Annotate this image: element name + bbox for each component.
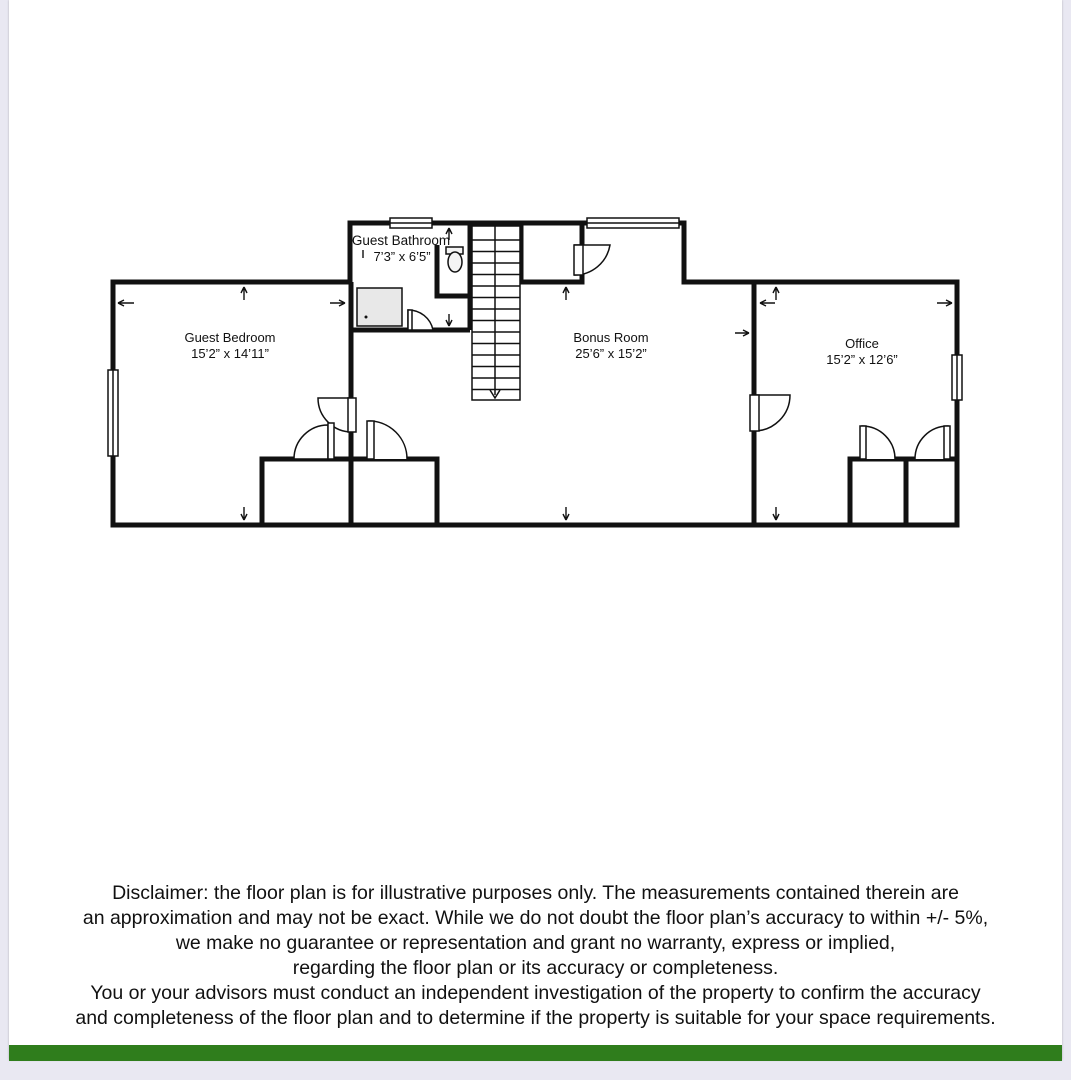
- room-label-guest-bedroom: Guest Bedroom: [184, 330, 276, 345]
- door-office-closet-1: [862, 426, 895, 459]
- room-size-guest-bathroom: 7’3” x 6’5”: [373, 249, 431, 264]
- footer-bar: [9, 1045, 1062, 1061]
- disclaimer-line: regarding the floor plan or its accuracy or completeness.: [292, 957, 779, 979]
- disclaimer: [0, 881, 1071, 1031]
- door-office-closet-2: [915, 426, 948, 459]
- room-label-office: Office: [845, 336, 879, 351]
- disclaimer-line: we make no guarantee or representation and grant no warranty, express or implied,: [175, 932, 896, 954]
- door-bedroom-leaf: [348, 398, 356, 432]
- disclaimer-line: Disclaimer: the floor plan is for illustrative purposes only. The measurements contained therein are: [112, 882, 959, 904]
- wall-stair-right: [521, 223, 582, 282]
- disclaimer-line: and completeness of the floor plan and to determine if the property is suitable for your space requirements.: [75, 1007, 996, 1029]
- toilet: [446, 247, 463, 272]
- measurement-arrows: [118, 228, 952, 520]
- disclaimer-line: You or your advisors must conduct an independent investigation of the property to confirm the accuracy: [90, 982, 981, 1004]
- door-closet-left: [294, 425, 328, 459]
- room-label-bonus-room: Bonus Room: [573, 330, 649, 345]
- room-size-guest-bedroom: 15’2” x 14’11”: [191, 346, 269, 361]
- closet-right: [351, 459, 437, 525]
- staircase: [472, 226, 520, 400]
- room-size-bonus-room: 25’6” x 15’2”: [575, 346, 647, 361]
- shower: [357, 288, 402, 326]
- room-size-office: 15’2” x 12’6”: [826, 352, 898, 367]
- room-label-guest-bathroom: Guest Bathroom: [351, 233, 451, 248]
- exterior-wall-top-right: [684, 223, 957, 282]
- closet-left: [262, 459, 351, 525]
- disclaimer-line: an approximation and may not be exact. While we do not doubt the floor plan’s accuracy to within +/- 5%,: [82, 907, 989, 929]
